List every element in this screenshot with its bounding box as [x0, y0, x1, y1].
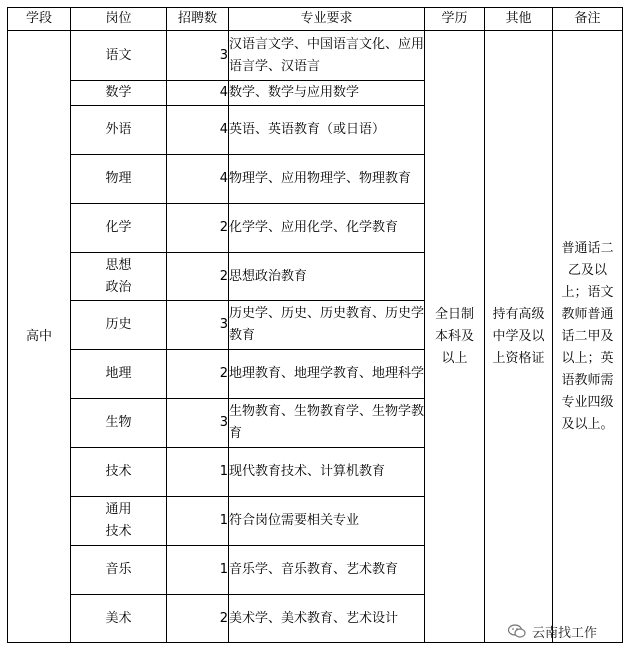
position-cell: 化学	[71, 204, 167, 253]
count-cell: 1	[167, 546, 229, 595]
education-cell	[425, 31, 485, 643]
major-cell: 英语、英语教育（或日语）	[229, 106, 425, 155]
count-cell: 4	[167, 81, 229, 106]
count-cell: 4	[167, 155, 229, 204]
header-other: 其他	[485, 8, 553, 31]
position-cell	[71, 497, 167, 546]
major-cell: 思想政治教育	[229, 253, 425, 301]
position-text: 思想政治	[105, 257, 132, 295]
major-cell: 汉语言文学、中国语言文化、应用语言学、汉语言	[229, 31, 425, 81]
education-text: 全日制本科及以上	[434, 306, 474, 366]
position-cell: 语文	[71, 31, 167, 81]
other-text: 持有高级中学及以上资格证	[492, 306, 545, 366]
header-major: 专业要求	[229, 8, 425, 31]
header-row	[8, 8, 623, 31]
position-cell: 地理	[71, 350, 167, 399]
major-cell: 地理教育、地理学教育、地理科学	[229, 350, 425, 399]
count-cell: 2	[167, 350, 229, 399]
count-cell: 2	[167, 253, 229, 301]
position-cell: 数学	[71, 81, 167, 106]
count-cell: 2	[167, 595, 229, 643]
major-cell: 历史学、历史、历史教育、历史学教育	[229, 301, 425, 350]
count-cell: 1	[167, 497, 229, 546]
count-cell: 4	[167, 106, 229, 155]
count-cell: 3	[167, 31, 229, 81]
position-cell: 历史	[71, 301, 167, 350]
header-level: 学段	[8, 8, 71, 31]
position-cell: 音乐	[71, 546, 167, 595]
major-cell: 数学、数学与应用数学	[229, 81, 425, 106]
major-cell: 现代教育技术、计算机教育	[229, 448, 425, 497]
major-cell: 生物教育、生物教育学、生物学教育	[229, 399, 425, 448]
position-text: 通用技术	[105, 502, 132, 539]
header-count: 招聘数	[167, 8, 229, 31]
recruitment-table	[7, 7, 623, 643]
table-row	[8, 31, 623, 81]
count-cell: 1	[167, 448, 229, 497]
position-cell: 物理	[71, 155, 167, 204]
position-cell: 技术	[71, 448, 167, 497]
watermark	[508, 620, 597, 642]
note-text: 普通话二乙及以上；语文教师普通话二甲及以上；英语教师需专业四级及以上。	[561, 240, 614, 432]
header-note: 备注	[553, 8, 623, 31]
position-cell: 美术	[71, 595, 167, 643]
major-cell: 音乐学、音乐教育、艺术教育	[229, 546, 425, 595]
count-cell: 2	[167, 204, 229, 253]
other-cell	[485, 31, 553, 643]
header-education: 学历	[425, 8, 485, 31]
watermark-text: 云南找工作	[532, 625, 598, 641]
note-cell	[553, 31, 623, 643]
count-cell: 3	[167, 399, 229, 448]
major-cell: 化学学、应用化学、化学教育	[229, 204, 425, 253]
header-position: 岗位	[71, 8, 167, 31]
position-cell: 外语	[71, 106, 167, 155]
count-cell: 3	[167, 301, 229, 350]
level-cell: 高中	[8, 31, 71, 643]
position-cell	[71, 253, 167, 301]
major-cell: 物理学、应用物理学、物理教育	[229, 155, 425, 204]
wechat-icon	[508, 624, 526, 638]
major-cell: 美术学、美术教育、艺术设计	[229, 595, 425, 643]
major-cell: 符合岗位需要相关专业	[229, 497, 425, 546]
position-cell: 生物	[71, 399, 167, 448]
